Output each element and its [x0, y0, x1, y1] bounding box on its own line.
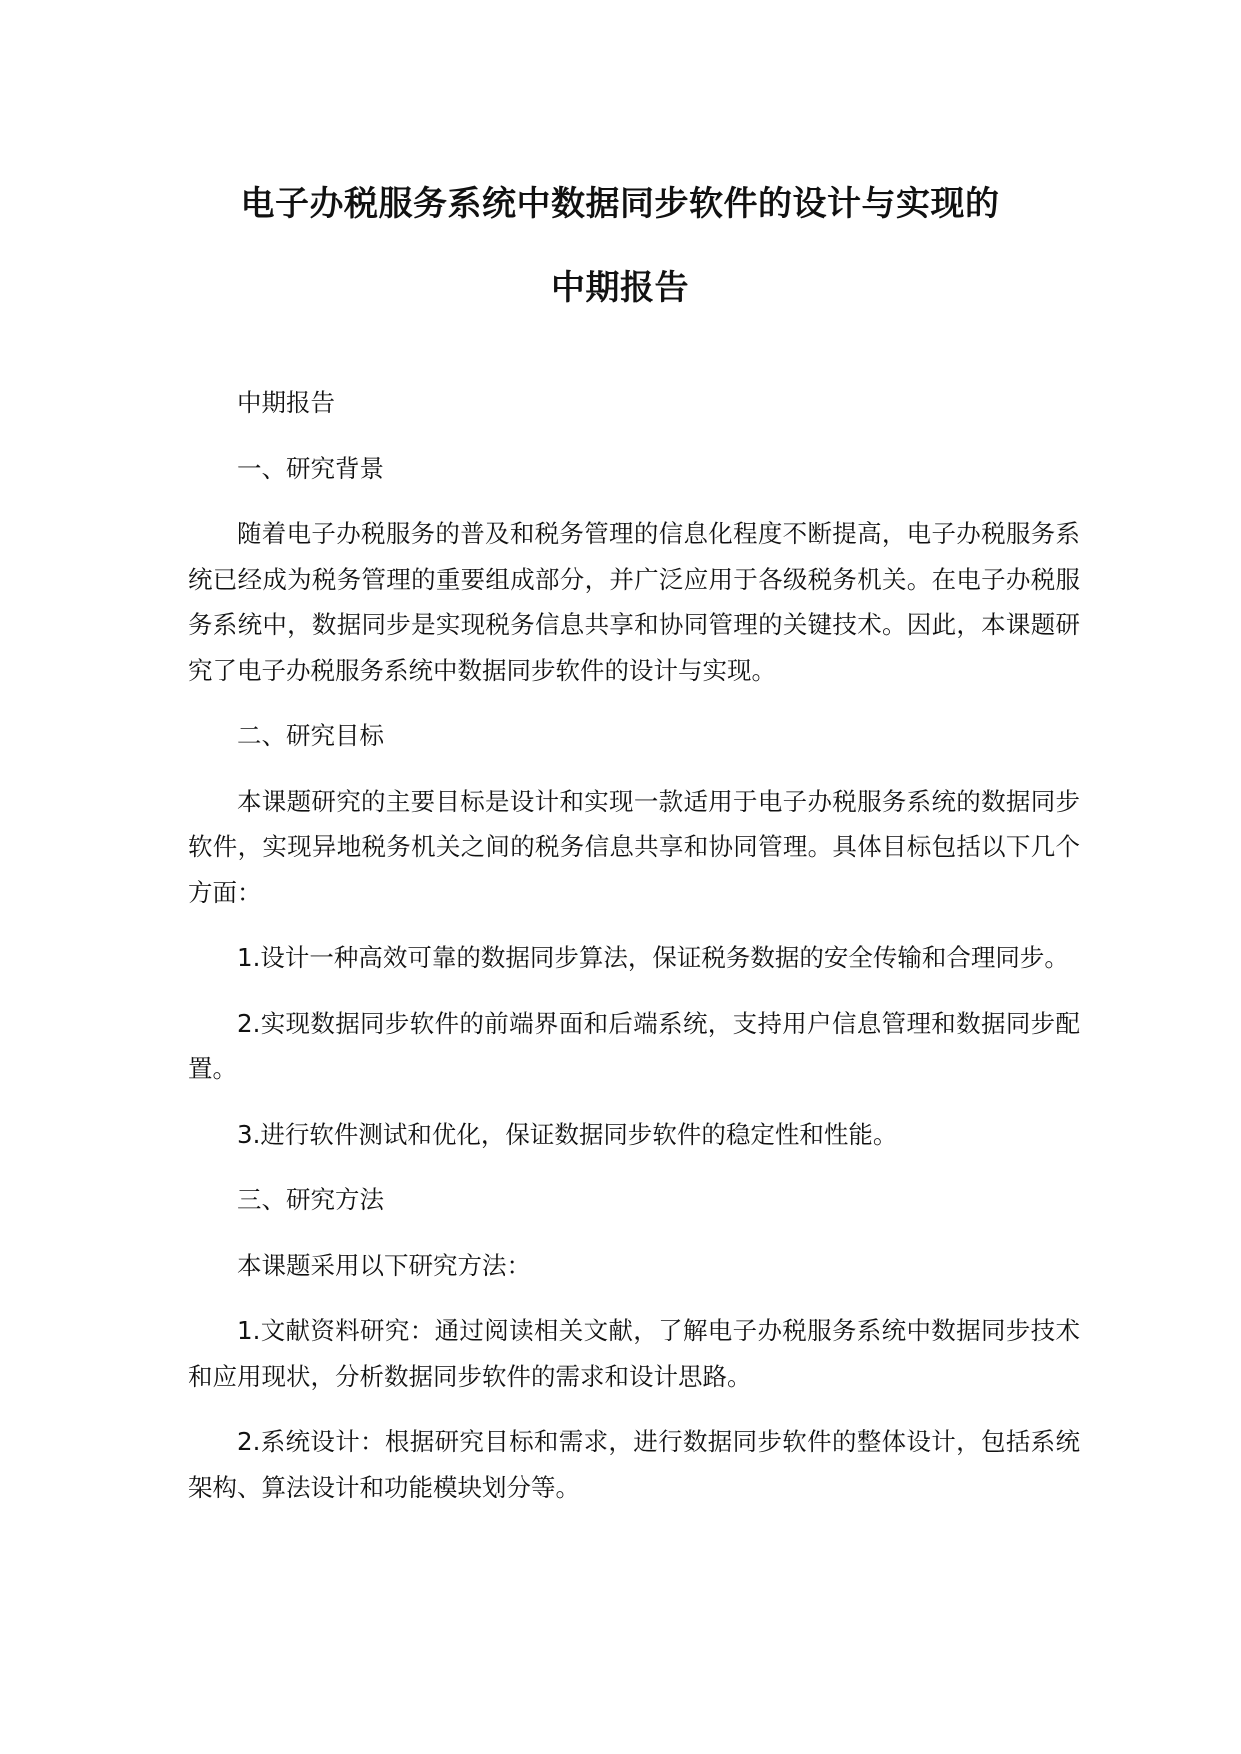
- document-title-line-2: 中期报告: [551, 268, 689, 308]
- section-heading-background: 一、研究背景: [237, 453, 384, 483]
- paragraph-goal-2: 2.实现数据同步软件的前端界面和后端系统，支持用户信息管理和数据同步配置。: [188, 1008, 1080, 1083]
- section-heading-goals: 二、研究目标: [237, 721, 384, 750]
- paragraph-method-1: 1.文献资料研究：通过阅读相关文献，了解电子办税服务系统中数据同步技术和应用现状，分析数据同步软件的需求和设计思路。: [188, 1316, 1080, 1391]
- document-title-line-1: 电子办税服务系统中数据同步软件的设计与实现的: [240, 184, 1000, 224]
- paragraph-report-label: 中期报告: [237, 388, 335, 417]
- paragraph-method-2: 2.系统设计：根据研究目标和需求，进行数据同步软件的整体设计，包括系统架构、算法设计和功能模块划分等。: [188, 1427, 1080, 1502]
- paragraph-goal-1: 1.设计一种高效可靠的数据同步算法，保证税务数据的安全传输和合理同步。: [237, 943, 1069, 972]
- paragraph-goals-intro: 本课题研究的主要目标是设计和实现一款适用于电子办税服务系统的数据同步软件，实现异地税务机关之间的税务信息共享和协同管理。具体目标包括以下几个方面：: [188, 786, 1080, 907]
- paragraph-background: 随着电子办税服务的普及和税务管理的信息化程度不断提高，电子办税服务系统已经成为税务管理的重要组成部分，并广泛应用于各级税务机关。在电子办税服务系统中，数据同步是实现税务信息共享和协同管理的关键技术。因此，本课题研究了电子办税服务系统中数据同步软件的设计与实现。: [188, 519, 1080, 685]
- document-body: [188, 380, 1080, 1530]
- paragraph-goal-3: 3.进行软件测试和优化，保证数据同步软件的稳定性和性能。: [237, 1119, 898, 1149]
- paragraph-methods-intro: 本课题采用以下研究方法：: [237, 1250, 531, 1280]
- section-heading-methods: 三、研究方法: [237, 1185, 384, 1214]
